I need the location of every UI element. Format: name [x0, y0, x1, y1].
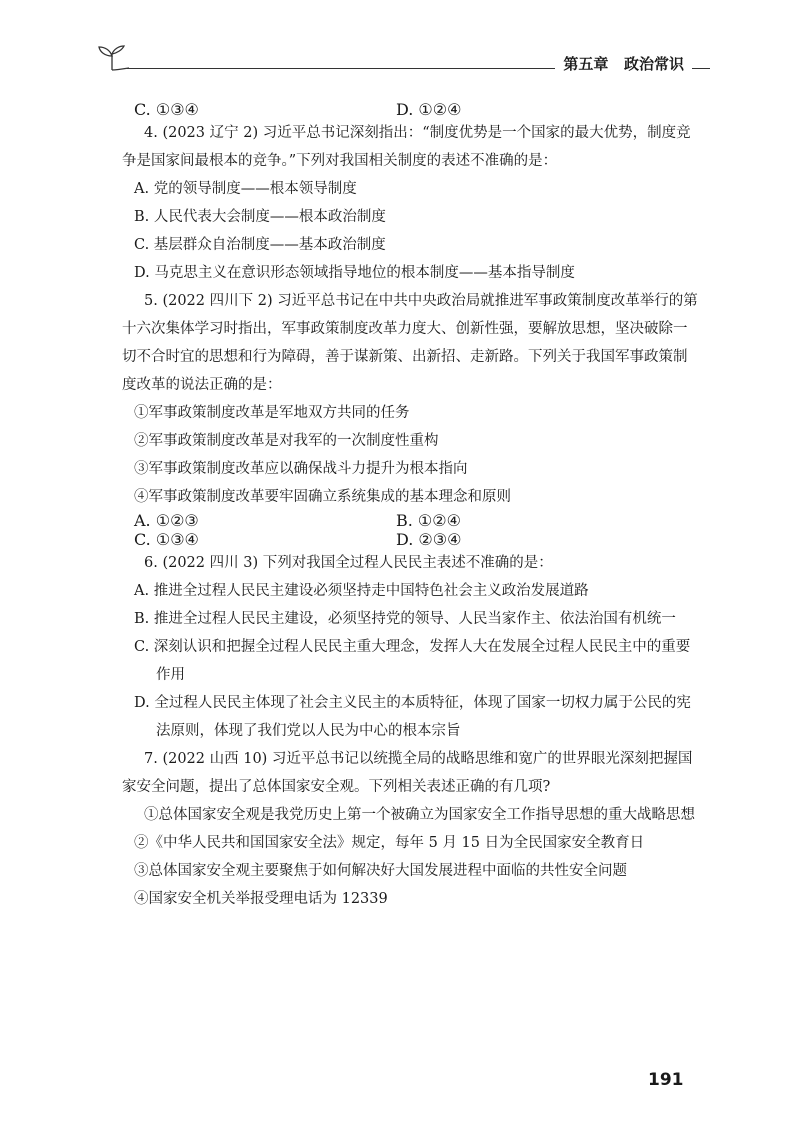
q4-option-c: C. 基层群众自治制度——基本政治制度 — [134, 237, 386, 253]
q7-statement-4: ④国家安全机关举报受理电话为 12339 — [134, 891, 388, 907]
page-number: 191 — [648, 1070, 684, 1090]
q5-choices-cd — [122, 530, 700, 549]
question-5: 5. (2022 四川下 2) 习近平总书记在中共中央政治局就推进军事政策制度改革举行的第十六次集体学习时指出，军事政策制度改革力度大、创新性强，要解放思想，坚决破除一切不合时宜的思想和行为障碍，善于谋新策、出新招、走新路。下列关于我国军事政策制度改革的说法正确的是： — [122, 293, 698, 393]
q4-option-b: B. 人民代表大会制度——根本政治制度 — [134, 209, 386, 225]
page-header — [95, 44, 710, 74]
page-content — [122, 100, 700, 913]
q4-option-d: D. 马克思主义在意识形态领域指导地位的根本制度——基本指导制度 — [134, 265, 575, 281]
question-7: 7. (2022 山西 10) 习近平总书记以统揽全局的战略思维和宽广的世界眼光深刻把握国家安全问题，提出了总体国家安全观。下列相关表述正确的有几项? — [122, 751, 693, 795]
question-4: 4. (2023 辽宁 2) 习近平总书记深刻指出：“制度优势是一个国家的最大优势，制度竞争是国家间最根本的竞争。”下列对我国相关制度的表述不准确的是： — [122, 125, 691, 169]
q5-option-b: B. ①②④ — [396, 511, 461, 530]
q7-statement-1: ①总体国家安全观是我党历史上第一个被确立为国家安全工作指导思想的重大战略思想 — [144, 807, 695, 823]
q5-statement-2: ②军事政策制度改革是对我军的一次制度性重构 — [134, 433, 439, 449]
q6-option-a: A. 推进全过程人民民主建设必须坚持走中国特色社会主义政治发展道路 — [134, 583, 589, 599]
q5-option-a: A. ①②③ — [134, 511, 199, 530]
q5-statement-4: ④军事政策制度改革要牢固确立系统集成的基本理念和原则 — [134, 489, 511, 505]
question-6: 6. (2022 四川 3) 下列对我国全过程人民民主表述不准确的是： — [144, 555, 553, 571]
q7-statement-3: ③总体国家安全观主要聚焦于如何解决好大国发展进程中面临的共性安全问题 — [134, 863, 627, 879]
q5-statement-1: ①军事政策制度改革是军地双方共同的任务 — [134, 405, 410, 421]
q6-option-c: C. 深刻认识和把握全过程人民民主重大理念，发挥人大在发展全过程人民民主中的重要作用 — [134, 639, 691, 683]
q7-statement-2: ②《中华人民共和国国家安全法》规定，每年 5 月 15 日为全民国家安全教育日 — [134, 835, 645, 851]
choice-c: C. ①③④ — [134, 100, 199, 119]
q5-option-c: C. ①③④ — [134, 530, 199, 549]
choice-d: D. ①②④ — [396, 100, 462, 119]
chapter-title: 第五章 政治常识 — [555, 54, 692, 74]
q5-statement-3: ③军事政策制度改革应以确保战斗力提升为根本指向 — [134, 461, 468, 477]
q4-option-a: A. 党的领导制度——根本领导制度 — [134, 181, 357, 197]
q5-choices-ab — [122, 511, 700, 530]
q6-option-b: B. 推进全过程人民民主建设，必须坚持党的领导、人民当家作主、依法治国有机统一 — [134, 611, 676, 627]
answer-choices — [122, 100, 700, 119]
q6-option-d: D. 全过程人民民主体现了社会主义民主的本质特征，体现了国家一切权力属于公民的宪法原则，体现了我们党以人民为中心的根本宗旨 — [134, 695, 691, 739]
q5-option-d: D. ②③④ — [396, 530, 462, 549]
sprout-icon — [95, 44, 129, 72]
